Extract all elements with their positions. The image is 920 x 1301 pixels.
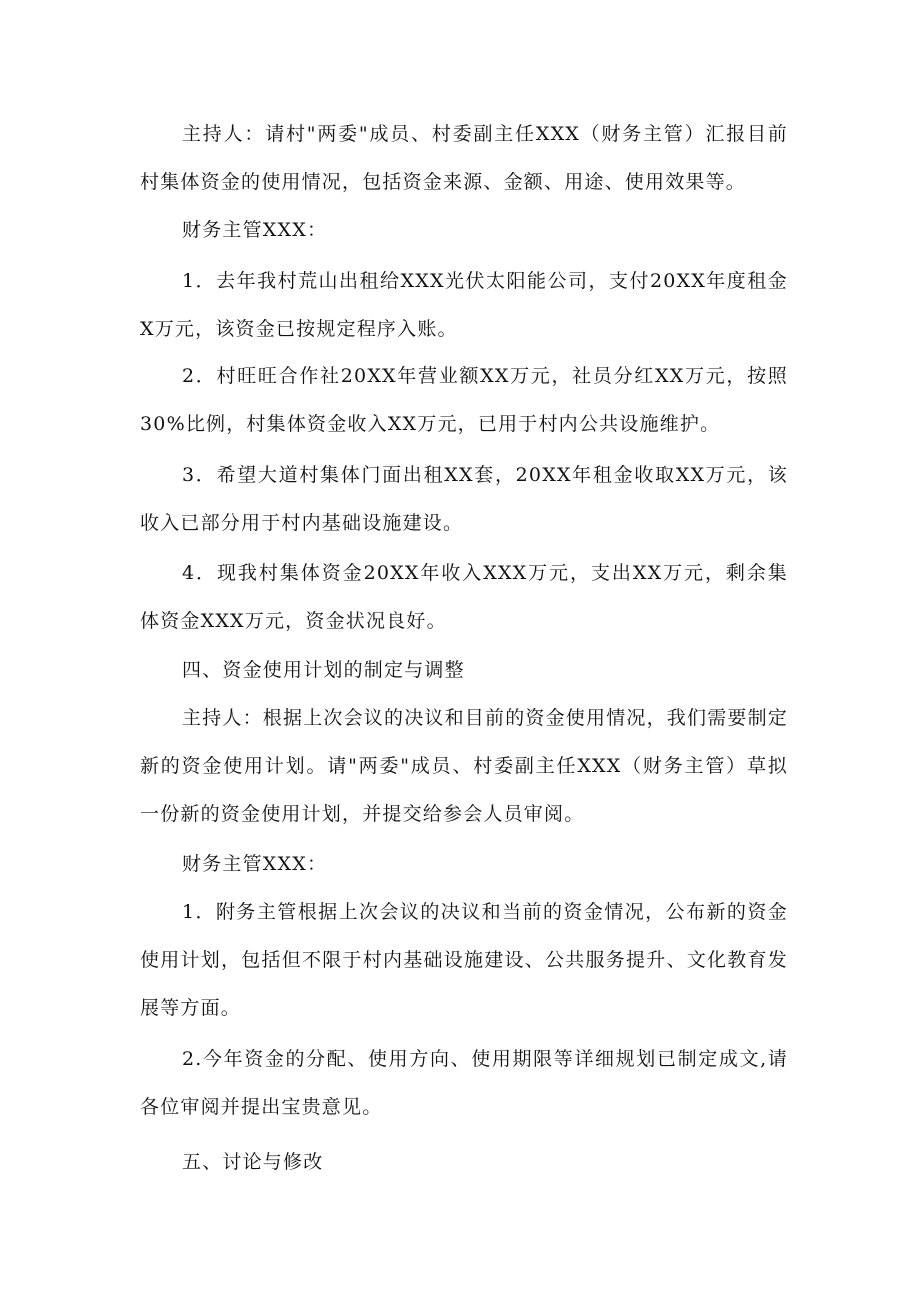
finance-speaker-label: 财务主管XXX： bbox=[182, 219, 328, 241]
host-request-paragraph: 主持人：请村"两委"成员、村委副主任XXX（财务主管）汇报目前村集体资金的使用情况，包括资金来源、金额、用途、使用效果等。 bbox=[140, 123, 788, 193]
plan-item-2: 2.今年资金的分配、使用方向、使用期限等详细规划已制定成文,请各位审阅并提出宝贵意见。 bbox=[140, 1048, 788, 1118]
finance-speaker-label-2: 财务主管XXX： bbox=[182, 853, 328, 875]
finance-item-2: 2．村旺旺合作社20XX年营业额XX万元，社员分红XX万元，按照30%比例，村集体资金收入XX万元，已用于村内公共设施维护。 bbox=[140, 365, 788, 435]
finance-item-3: 3．希望大道村集体门面出租XX套，20XX年租金收取XX万元，该收入已部分用于村内基础设施建设。 bbox=[140, 464, 788, 534]
plan-item-1: 1．附务主管根据上次会议的决议和当前的资金情况，公布新的资金使用计划，包括但不限于村内基础设施建设、公共服务提升、文化教育发展等方面。 bbox=[140, 901, 788, 1019]
section-heading-five: 五、讨论与修改 bbox=[182, 1151, 324, 1173]
section-heading-four: 四、资金使用计划的制定与调整 bbox=[182, 659, 465, 681]
finance-item-4: 4．现我村集体资金20XX年收入XXX万元，支出XX万元，剩余集体资金XXX万元，资金状况良好。 bbox=[140, 562, 788, 632]
host-plan-paragraph: 主持人：根据上次会议的决议和目前的资金使用情况，我们需要制定新的资金使用计划。请"两委"成员、村委副主任XXX（财务主管）草拟一份新的资金使用计划，并提交给参会人员审阅。 bbox=[140, 707, 789, 825]
finance-item-1: 1．去年我村荒山出租给XXX光伏太阳能公司，支付20XX年度租金X万元，该资金已按规定程序入账。 bbox=[140, 270, 788, 340]
